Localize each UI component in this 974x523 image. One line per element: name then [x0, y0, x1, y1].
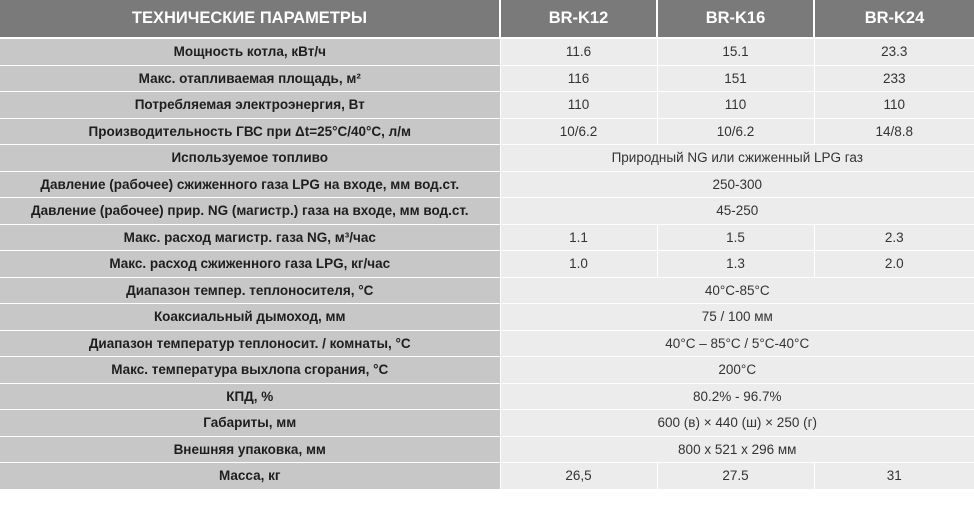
- value-cell: 27.5: [657, 463, 814, 490]
- param-label: Потребляемая электроэнергия, Вт: [0, 92, 500, 119]
- value-cell: 233: [814, 65, 974, 92]
- spec-body: [0, 38, 974, 489]
- value-cell: 151: [657, 65, 814, 92]
- table-row: [0, 38, 974, 65]
- value-cell: 2.0: [814, 251, 974, 278]
- shared-value-cell: 600 (в) × 440 (ш) × 250 (г): [500, 410, 974, 437]
- param-label: Макс. отапливаемая площадь, м²: [0, 65, 500, 92]
- param-label: Диапазон темпер. теплоносителя, °C: [0, 277, 500, 304]
- param-label: Макс. температура выхлопа сгорания, °C: [0, 357, 500, 384]
- value-cell: 26,5: [500, 463, 657, 490]
- shared-value-cell: Природный NG или сжиженный LPG газ: [500, 145, 974, 172]
- table-row: [0, 65, 974, 92]
- value-cell: 116: [500, 65, 657, 92]
- table-row: [0, 463, 974, 490]
- value-cell: 23.3: [814, 38, 974, 65]
- table-row: [0, 304, 974, 331]
- param-label: Внешняя упаковка, мм: [0, 436, 500, 463]
- table-row: [0, 118, 974, 145]
- table-row: [0, 251, 974, 278]
- header-row: [0, 0, 974, 38]
- table-row: [0, 357, 974, 384]
- value-cell: 110: [500, 92, 657, 119]
- value-cell: 10/6.2: [500, 118, 657, 145]
- value-cell: 2.3: [814, 224, 974, 251]
- table-row: [0, 224, 974, 251]
- model-header: BR-K16: [657, 0, 814, 38]
- model-header: BR-K12: [500, 0, 657, 38]
- param-label: Коаксиальный дымоход, мм: [0, 304, 500, 331]
- value-cell: 110: [657, 92, 814, 119]
- value-cell: 1.5: [657, 224, 814, 251]
- param-label: Диапазон температур теплоносит. / комнаты, °C: [0, 330, 500, 357]
- value-cell: 10/6.2: [657, 118, 814, 145]
- table-row: [0, 92, 974, 119]
- value-cell: 14/8.8: [814, 118, 974, 145]
- table-row: [0, 198, 974, 225]
- param-label: Давление (рабочее) прир. NG (магистр.) газа на входе, мм вод.ст.: [0, 198, 500, 225]
- table-row: [0, 145, 974, 172]
- model-header: BR-K24: [814, 0, 974, 38]
- param-label: Используемое топливо: [0, 145, 500, 172]
- table-row: [0, 171, 974, 198]
- param-label: Макс. расход магистр. газа NG, м³/час: [0, 224, 500, 251]
- table-row: [0, 277, 974, 304]
- shared-value-cell: 45-250: [500, 198, 974, 225]
- param-label: Габариты, мм: [0, 410, 500, 437]
- value-cell: 1.1: [500, 224, 657, 251]
- param-label: Производительность ГВС при Δt=25°C/40°C, л/м: [0, 118, 500, 145]
- table-row: [0, 330, 974, 357]
- shared-value-cell: 80.2% - 96.7%: [500, 383, 974, 410]
- param-label: Давление (рабочее) сжиженного газа LPG на входе, мм вод.ст.: [0, 171, 500, 198]
- shared-value-cell: 800 x 521 x 296 мм: [500, 436, 974, 463]
- param-label: КПД, %: [0, 383, 500, 410]
- value-cell: 31: [814, 463, 974, 490]
- value-cell: 110: [814, 92, 974, 119]
- shared-value-cell: 200°C: [500, 357, 974, 384]
- header-title: ТЕХНИЧЕСКИЕ ПАРАМЕТРЫ: [0, 0, 500, 38]
- param-label: Макс. расход сжиженного газа LPG, кг/час: [0, 251, 500, 278]
- table-row: [0, 436, 974, 463]
- table-row: [0, 383, 974, 410]
- shared-value-cell: 250-300: [500, 171, 974, 198]
- shared-value-cell: 40°C – 85°C / 5°C-40°C: [500, 330, 974, 357]
- value-cell: 11.6: [500, 38, 657, 65]
- value-cell: 1.0: [500, 251, 657, 278]
- shared-value-cell: 75 / 100 мм: [500, 304, 974, 331]
- table-row: [0, 410, 974, 437]
- value-cell: 15.1: [657, 38, 814, 65]
- param-label: Мощность котла, кВт/ч: [0, 38, 500, 65]
- param-label: Масса, кг: [0, 463, 500, 490]
- value-cell: 1.3: [657, 251, 814, 278]
- shared-value-cell: 40°C-85°C: [500, 277, 974, 304]
